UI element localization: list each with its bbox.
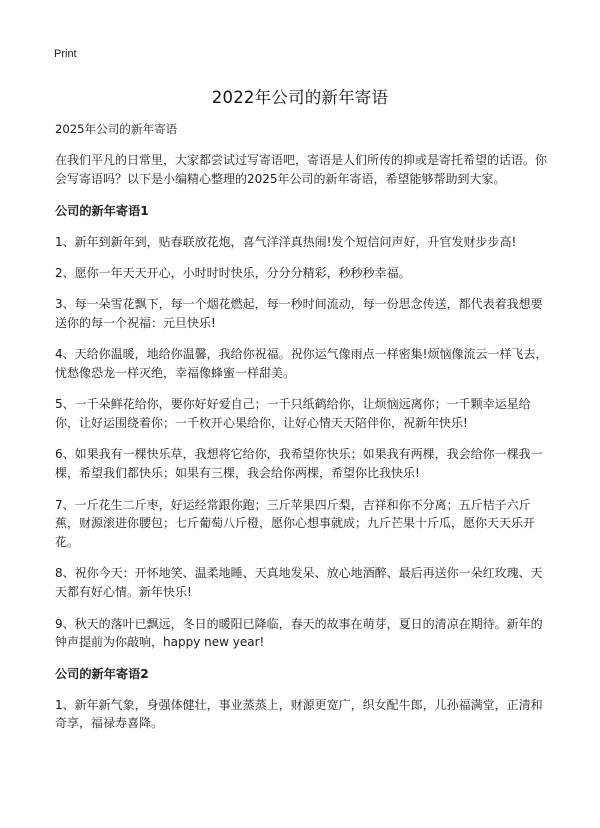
list-item: 8、祝你今天：开怀地笑、温柔地睡、天真地发呆、放心地酒醉、最后再送你一朵红玫瑰、天天都有好心情。新年快乐! bbox=[55, 566, 543, 600]
intro-paragraph: 在我们平凡的日常里，大家都尝试过写寄语吧，寄语是人们所传的抑或是寄托希望的话语。你会写寄语吗？以下是小编精心整理的2025年公司的新年寄语，希望能够帮助到大家。 bbox=[55, 153, 548, 186]
list-item: 6、如果我有一棵快乐草，我想将它给你，我希望你快乐；如果我有两棵，我会给你一棵我一棵，希望我们都快乐；如果有三棵，我会给你两棵，希望你比我快乐! bbox=[55, 447, 543, 481]
list-item: 3、每一朵雪花飘下，每一个烟花燃起，每一秒时间流动，每一份思念传送，都代表着我想要送你的每一个祝福：元旦快乐! bbox=[55, 297, 543, 330]
article-subtitle: 2025年公司的新年寄语 bbox=[55, 122, 178, 136]
list-item: 1、新年到新年到，贴春联放花炮，喜气洋洋真热闹!发个短信问声好，升官发财步步高! bbox=[55, 234, 517, 249]
list-item: 4、天给你温暖，地给你温馨，我给你祝福。祝你运气像雨点一样密集!烦恼像流云一样飞去，忧愁像恐龙一样灭绝，幸福像蜂蜜一样甜美。 bbox=[55, 347, 548, 381]
section-1 bbox=[55, 202, 550, 653]
list-item: 5、一千朵鲜花给你，要你好好爱自己；一千只纸鹤给你，让烦恼远离你；一千颗幸运星给你，让好运围绕着你；一千枚开心果给你，让好心情天天陪伴你，祝新年快乐! bbox=[55, 397, 531, 431]
list-item: 7、一斤花生二斤枣，好运经常跟你跑；三斤苹果四斤梨，吉祥和你不分离；五斤桔子六斤蕉，财源滚进你腰包；七斤葡萄八斤橙，愿你心想事就成；九斤芒果十斤瓜，愿你天天乐开花。 bbox=[55, 497, 536, 550]
section-heading: 公司的新年寄语2 bbox=[55, 666, 149, 681]
page-title: 2022年公司的新年寄语 bbox=[211, 88, 389, 107]
article-body bbox=[55, 120, 550, 746]
section-2 bbox=[55, 665, 550, 734]
list-item: 9、秋天的落叶已飘远，冬日的暖阳已降临，春天的故事在萌芽，夏日的清凉在期待。新年的钟声提前为你敲响，happy new year! bbox=[55, 616, 543, 650]
list-item: 1、新年新气象，身强体健壮，事业蒸蒸上，财源更宽广，织女配牛郎，儿孙福满堂，正清和奇享，福禄寿喜降。 bbox=[55, 697, 543, 731]
section-heading: 公司的新年寄语1 bbox=[55, 203, 149, 218]
print-link[interactable]: Print bbox=[54, 48, 77, 60]
list-item: 2、愿你一年天天开心，小时时时快乐，分分分精彩，秒秒秒幸福。 bbox=[55, 265, 411, 280]
